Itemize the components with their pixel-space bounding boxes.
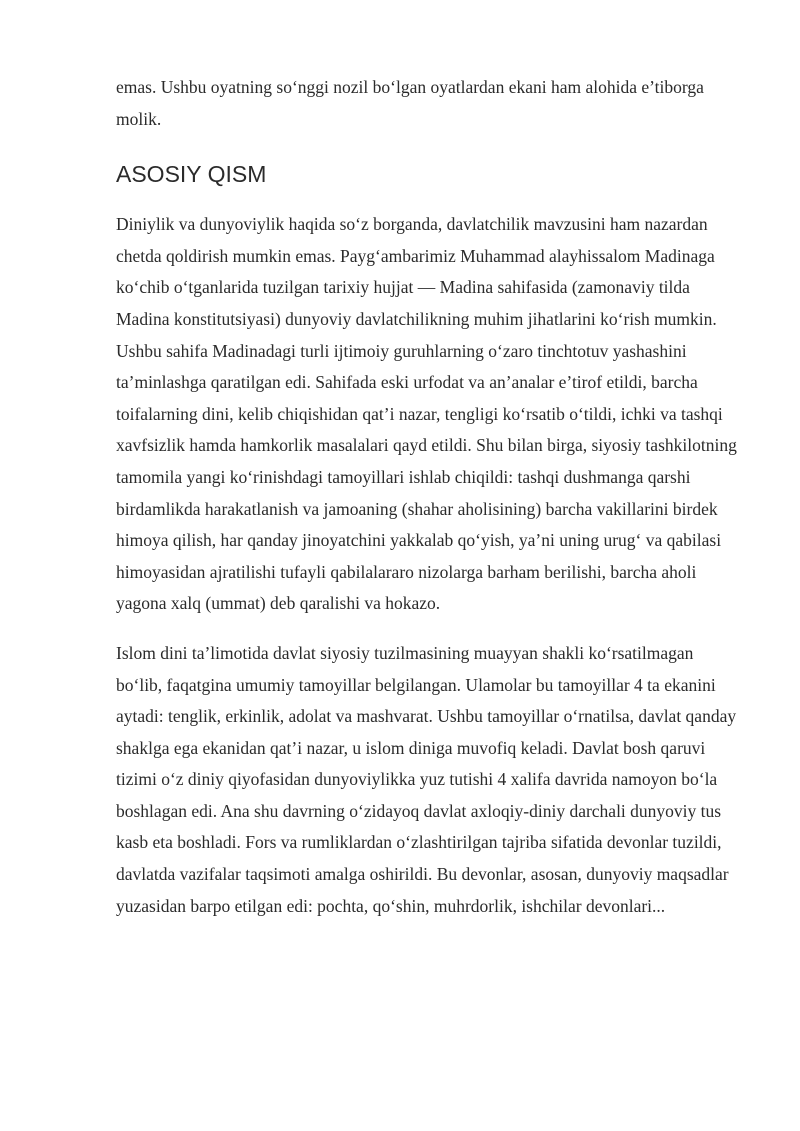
body-paragraph-2: Islom dini ta’limotida davlat siyosiy tuzilmasining muayyan shakli ko‘rsatilmagan bo‘lib, faqatgina umumiy tamoyillar belgilangan. Ulamolar bu tamoyillar 4 ta ekanini aytadi: tenglik, erkinlik, adolat va mashvarat. Ushbu tamoyillar o‘rnatilsa, davlat qanday shaklga ega ekanidan qat’i nazar, u islom diniga muvofiq keladi. Davlat bosh qaruvi tizimi o‘z diniy qiyofasidan dunyoviylikka yuz tutishi 4 xalifa davrida namoyon bo‘la boshlagan edi. Ana shu davrning o‘zidayoq davlat axloqiy-diniy darchali dunyoviy tus kasb eta boshladi. Fors va rumliklardan o‘zlashtirilgan tajriba sifatida devonlar tuzildi, davlatda vazifalar taqsimoti amalga oshirildi. Bu devonlar, asosan, dunyoviy maqsadlar yuzasidan barpo etilgan edi: pochta, qo‘shin, muhrdorlik, ishchilar devonlari... (116, 642, 737, 916)
document-body (116, 72, 741, 922)
lead-paragraph: emas. Ushbu oyatning so‘nggi nozil bo‘lgan oyatlardan ekani ham alohida e’tiborga molik. (116, 77, 704, 129)
body-paragraph-1: Diniylik va dunyoviylik haqida so‘z borganda, davlatchilik mavzusini ham nazardan chetda qoldirish mumkin emas. Payg‘ambarimiz Muhammad alayhissalom Madinaga ko‘chib o‘tganlarida tuzilgan tarixiy hujjat — Madina sahifasida (zamonaviy tilda Madina konstitutsiyasi) dunyoviy davlatchilikning muhim jihatlarini ko‘rish mumkin. Ushbu sahifa Madinadagi turli ijtimoiy guruhlarning o‘zaro tinchtotuv yashashini ta’minlashga qaratilgan edi. Sahifada eski urfodat va an’analar e’tirof etildi, barcha toifalarning dini, kelib chiqishidan qat’i nazar, tengligi ko‘rsatib o‘tildi, ichki va tashqi xavfsizlik hamda hamkorlik masalalari qayd etildi. Shu bilan birga, siyosiy tashkilotning tamomila yangi ko‘rinishdagi tamoyillari ishlab chiqildi: tashqi dushmanga qarshi birdamlikda harakatlanish va jamoaning (shahar aholisining) barcha vakillarini birdek himoya qilish, har qanday jinoyatchini yakkalab qo‘yish, ya’ni uning urug‘ va qabilasi himoyasidan ajratilishi tufayli qabilalararo nizolarga barham berilishi, barcha aholi yagona xalq (ummat) deb qaralishi va hokazo. (116, 214, 737, 614)
section-heading: ASOSIY QISM (116, 161, 267, 188)
